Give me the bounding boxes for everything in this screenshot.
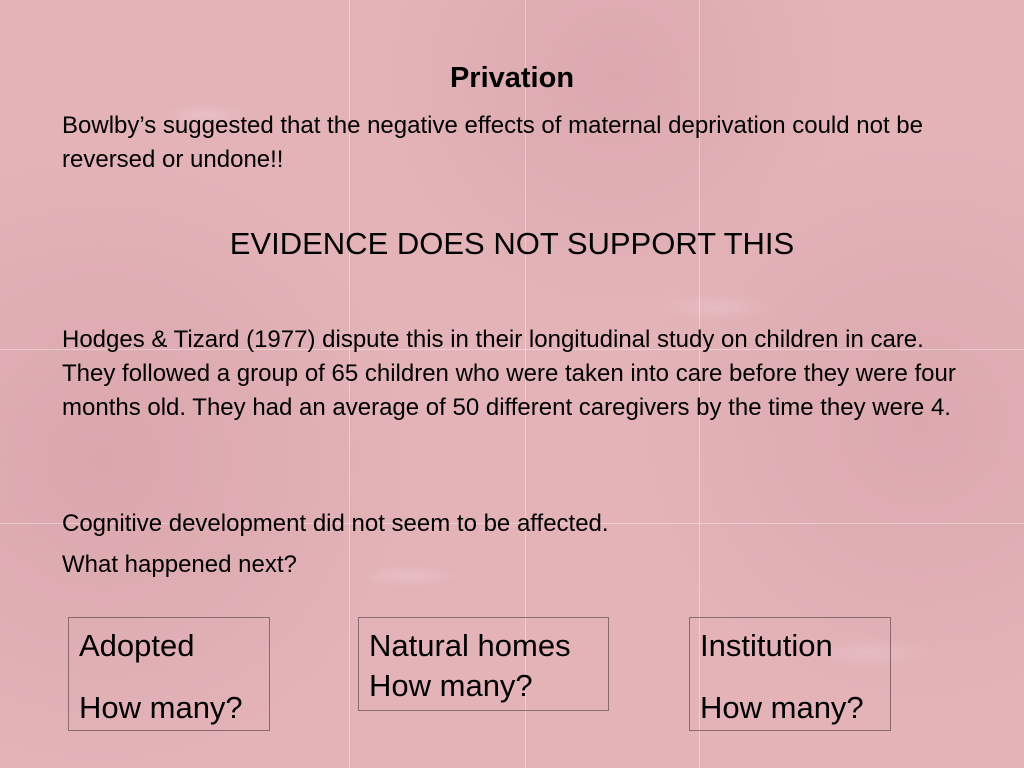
institution-label: Institution bbox=[700, 628, 833, 663]
institution-question: How many? bbox=[700, 690, 864, 725]
adopted-label: Adopted bbox=[79, 628, 195, 663]
evidence-headline: EVIDENCE DOES NOT SUPPORT THIS bbox=[229, 226, 795, 261]
natural-homes-box bbox=[358, 617, 609, 711]
bowlby-paragraph: Bowlby’s suggested that the negative effects of maternal deprivation could not be reversed or undone!! bbox=[62, 112, 923, 173]
institution-box bbox=[689, 617, 891, 731]
natural-homes-label: Natural homes bbox=[369, 628, 571, 663]
what-next-question: What happened next? bbox=[62, 551, 297, 578]
hodges-tizard-paragraph: Hodges & Tizard (1977) dispute this in their longitudinal study on children in care. They followed a group of 65 children who were taken into care before they were four months old. They had an average of 50 different caregivers by the time they were 4. bbox=[62, 326, 956, 421]
adopted-box bbox=[68, 617, 270, 731]
slide-title: Privation bbox=[449, 62, 575, 94]
cognitive-paragraph: Cognitive development did not seem to be affected. bbox=[62, 510, 609, 537]
adopted-question: How many? bbox=[79, 690, 243, 725]
natural-homes-question: How many? bbox=[369, 668, 533, 703]
